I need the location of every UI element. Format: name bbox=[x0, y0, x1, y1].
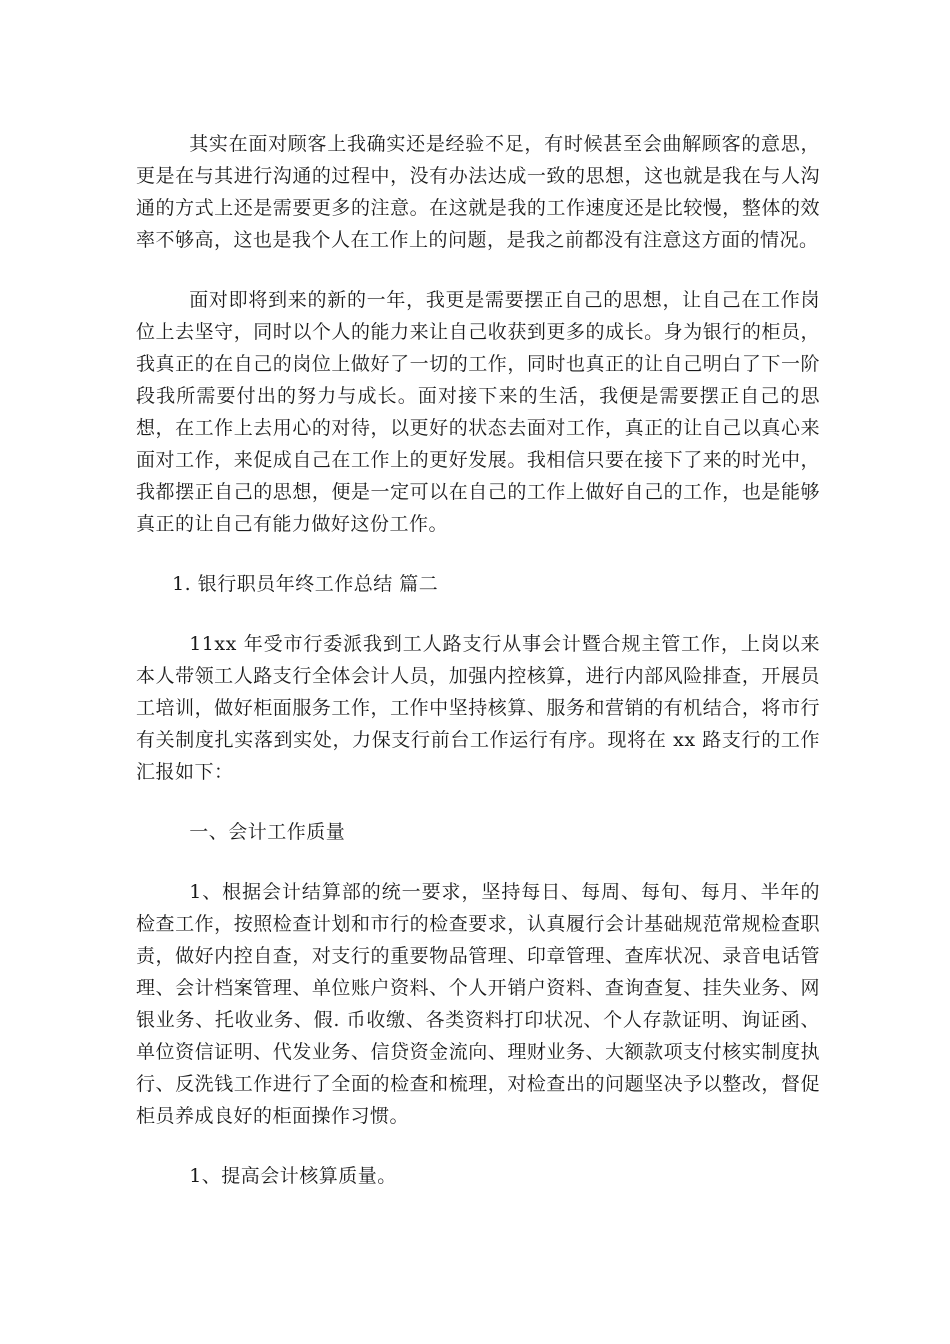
paragraph-branch-assignment: 11xx 年受市行委派我到工人路支行从事会计暨合规主管工作，上岗以来本人带领工人路支行全体会计人员，加强内控核算，进行内部风险排查，开展员工培训，做好柜面服务工作，工作中坚持核算、服务和营销的有机结合，将市行有关制度扎实落到实处，力保支行前台工作运行有序。现将在 xx 路支行的工作汇报如下： bbox=[136, 633, 820, 783]
heading-accounting-quality: 一、会计工作质量 bbox=[189, 821, 346, 843]
heading-improve-accounting: 1、提高会计核算质量。 bbox=[189, 1165, 397, 1187]
paragraph-customer-experience: 其实在面对顾客上我确实还是经验不足，有时候甚至会曲解顾客的意思，更是在与其进行沟通的过程中，没有办法达成一致的思想，这也就是我在与人沟通的方式上还是需要更多的注意。在这就是我的工作速度还是比较慢，整体的效率不够高，这也是我个人在工作上的问题，是我之前都没有注意这方面的情况。 bbox=[136, 133, 820, 251]
section-title-part-two: 1. 银行职员年终工作总结 篇二 bbox=[172, 573, 439, 595]
paragraph-inspection-work: 1、根据会计结算部的统一要求，坚持每日、每周、每旬、每月、半年的检查工作，按照检查计划和市行的检查要求，认真履行会计基础规范常规检查职责，做好内控自查，对支行的重要物品管理、印章管理、查库状况、录音电话管理、会计档案管理、单位账户资料、个人开销户资料、查询查复、挂失业务、网银业务、托收业务、假. 币收缴、各类资料打印状况、个人存款证明、询证函、单位资信证明、代发业务、信贷资金流向、理财业务、大额款项支付核实制度执行、反洗钱工作进行了全面的检查和梳理，对检查出的问题坚决予以整改，督促柜员养成良好的柜面操作习惯。 bbox=[136, 881, 820, 1127]
paragraph-new-year-outlook: 面对即将到来的新的一年，我更是需要摆正自己的思想，让自己在工作岗位上去坚守，同时以个人的能力来让自己收获到更多的成长。身为银行的柜员，我真正的在自己的岗位上做好了一切的工作，同时也真正的让自己明白了下一阶段我所需要付出的努力与成长。面对接下来的生活，我便是需要摆正自己的思想，在工作上去用心的对待，以更好的状态去面对工作，真正的让自己以真心来面对工作，来促成自己在工作上的更好发展。我相信只要在接下了来的时光中，我都摆正自己的思想，便是一定可以在自己的工作上做好自己的工作，也是能够真正的让自己有能力做好这份工作。 bbox=[136, 289, 820, 535]
document-page bbox=[136, 128, 820, 1220]
